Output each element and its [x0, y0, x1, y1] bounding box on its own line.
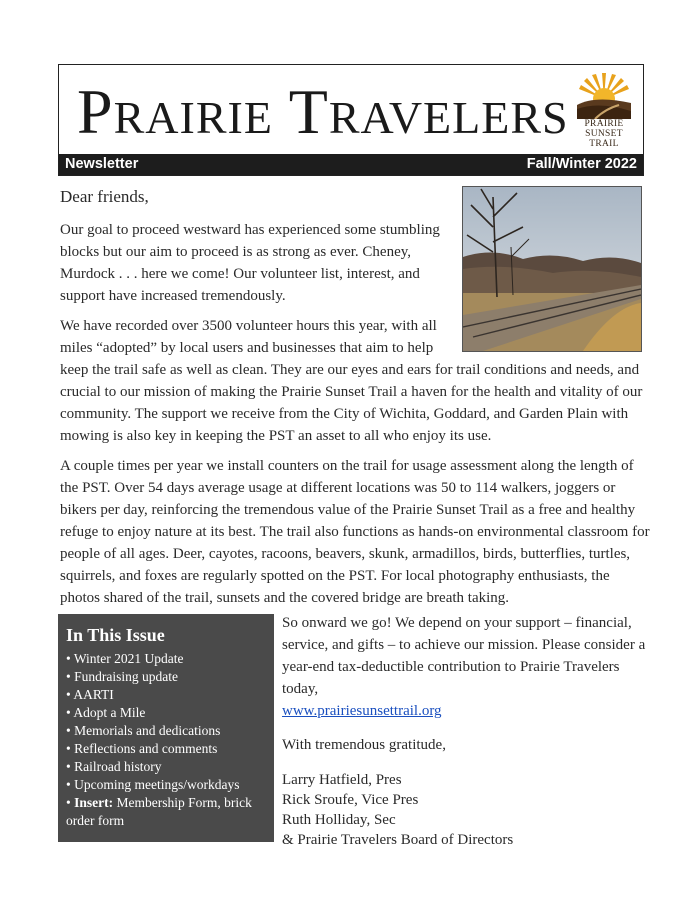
list-item: • Adopt a Mile [66, 704, 266, 722]
list-item: • Railroad history [66, 758, 266, 776]
paragraph-4 [282, 612, 652, 722]
signature-line: & Prairie Travelers Board of Directors [282, 832, 514, 848]
photo-wrap-spacer [461, 180, 655, 346]
prairie-sunset-trail-logo [575, 69, 633, 153]
paragraph-2 [60, 315, 650, 447]
paragraph-2-text: We have recorded over 3500 volunteer hours this year, with all miles “adopted” by local users and businesses that aim to help keep the trail safe as well as clean. They are our eyes and ears for trail conditions and needs, and crucial to our mission of making the Prairie Sunset Trail a haven for the health and vitality of our community. The support we receive from the City of Wichita, Goddard, and Garden Plain with mowing is also key in keeping the PST an asset to all who enjoy its use. [60, 318, 643, 444]
list-item: • Fundraising update [66, 668, 266, 686]
paragraph-1: Our goal to proceed westward has experienced some stumbling blocks but our aim to proceed is as strong as ever. Cheney, Murdock . . . here we come! Our volunteer list, interest, and support have increased tremendously. [60, 222, 440, 304]
logo-text-line: TRAIL [589, 139, 619, 149]
greeting: Dear friends, [60, 187, 149, 206]
in-this-issue-list [66, 650, 266, 830]
website-link[interactable]: www.prairiesunsettrail.org [282, 703, 442, 719]
issue-date-label: Fall/Winter 2022 [526, 156, 637, 172]
signoff: With tremendous gratitude, [282, 737, 446, 753]
paragraph-4-text: So onward we go! We depend on your support – financial, service, and gifts – to achieve our mission. Please consider a year-end tax-deductible contribution to Prairie Travelers today, [282, 615, 646, 697]
masthead [58, 64, 644, 176]
signature-line: Rick Sroufe, Vice Pres [282, 792, 419, 808]
list-item: • AARTI [66, 686, 266, 704]
closing-section [282, 612, 652, 850]
list-item: • Winter 2021 Update [66, 650, 266, 668]
list-item: • Upcoming meetings/workdays [66, 776, 266, 794]
signature-line: Larry Hatfield, Pres [282, 772, 402, 788]
in-this-issue-box [58, 614, 274, 842]
list-item: • Reflections and comments [66, 740, 266, 758]
logo-text-line: SUNSET [585, 129, 623, 139]
in-this-issue-heading: In This Issue [66, 625, 165, 645]
issue-type-label: Newsletter [65, 156, 139, 172]
paragraph-3: A couple times per year we install counters on the trail for usage assessment along the length of the PST. Over 54 days average usage at different locations was 50 to 114 walkers, joggers or bikers per day, reinforcing the tremendous value of the Prairie Sunset Trail as a free and healthy refuge to enjoy nature at its best. The trail also functions as hands-on environmental classroom for people of all ages. Deer, cayotes, racoons, beavers, skunk, armadillos, birds, butterflies, turtles, squirrels, and foxes are regularly spotted on the PST. For local photography enthusiasts, the photos shared of the trail, sunsets and the covered bridge are breath taking. [60, 458, 650, 606]
newsletter-title: PRAIRIE TRAVELERS [77, 76, 569, 147]
issue-bar [59, 154, 643, 175]
logo-text-line: PRAIRIE [584, 119, 624, 129]
signature-line: Ruth Holliday, Sec [282, 812, 396, 828]
signature-block [282, 770, 652, 850]
insert-label: Insert: [74, 795, 114, 810]
insert-text: Membership Form, brick order form [66, 795, 252, 828]
list-item-insert [66, 794, 266, 830]
list-item: • Memorials and dedications [66, 722, 266, 740]
